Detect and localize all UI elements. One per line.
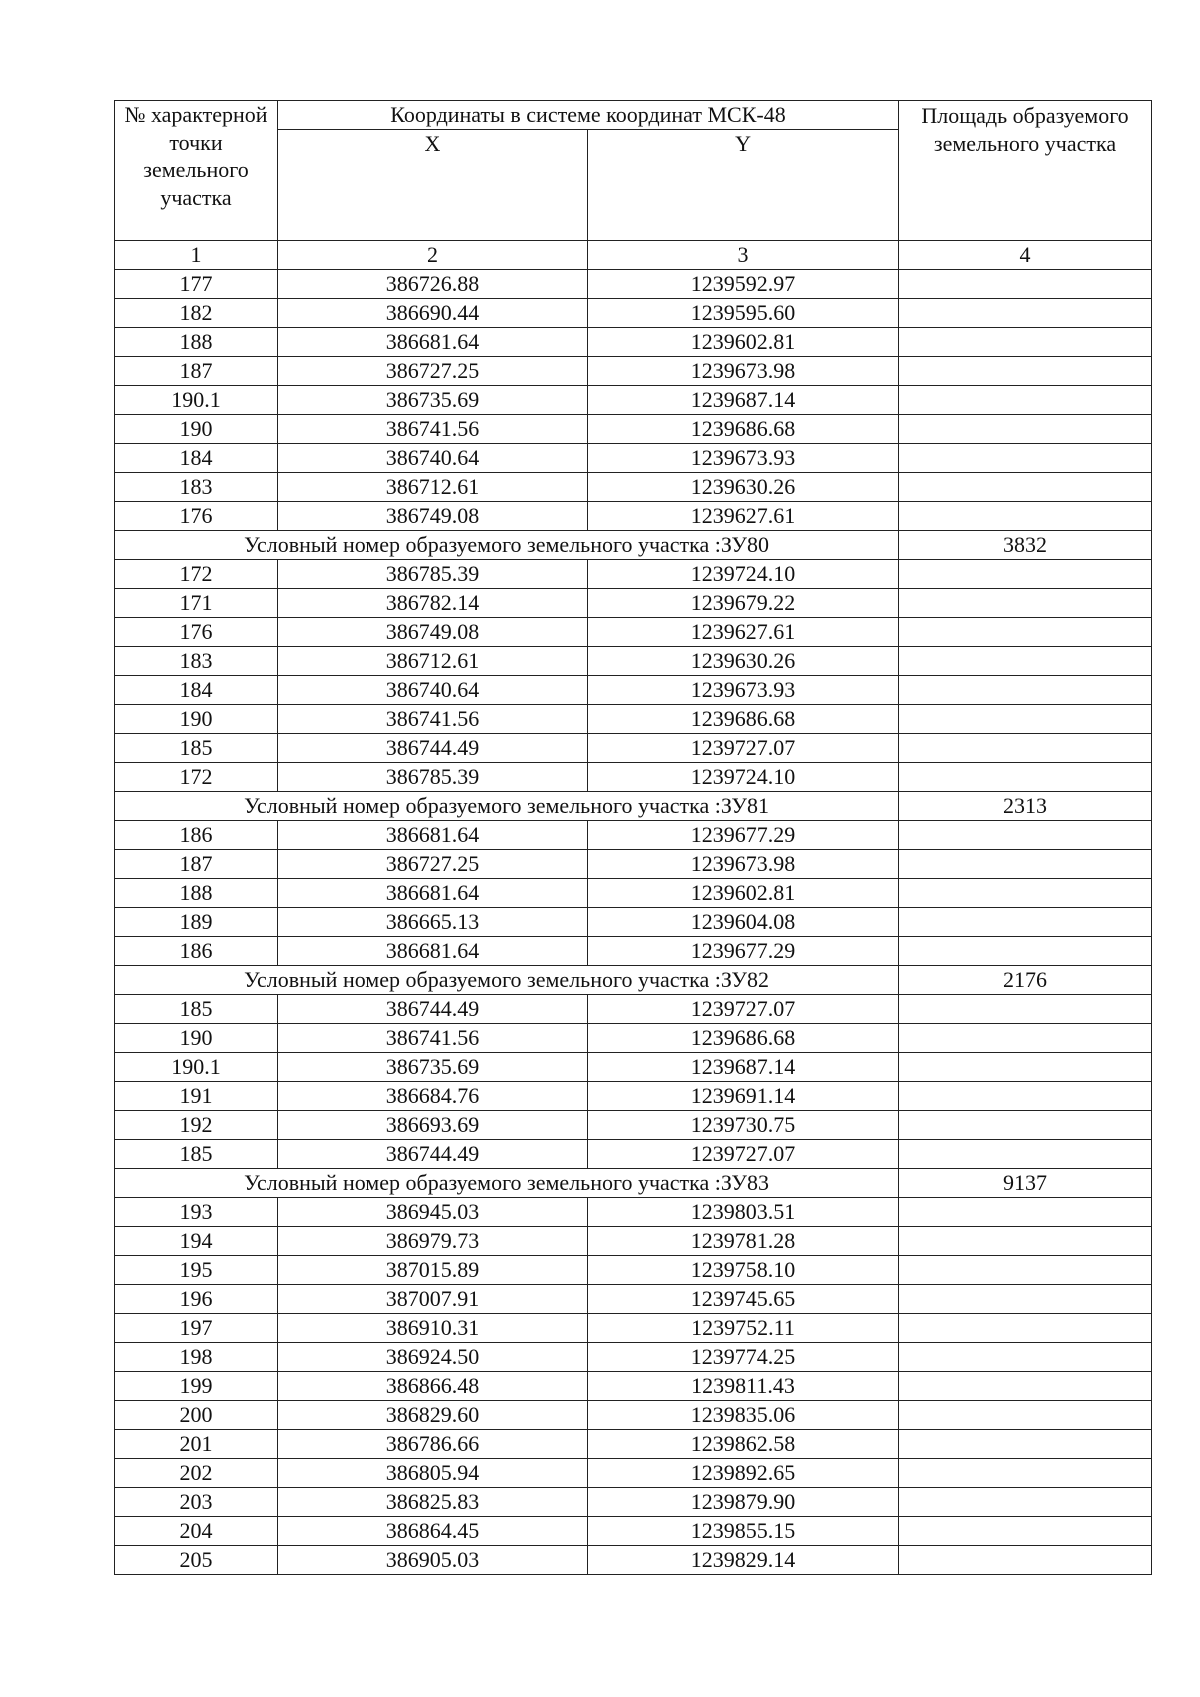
area-cell [899,937,1152,966]
x-coordinate: 386712.61 [278,473,588,502]
point-row [115,270,1152,299]
point-number: 195 [115,1256,278,1285]
area-cell [899,1024,1152,1053]
point-row [115,1082,1152,1111]
parcel-area: 9137 [899,1169,1152,1198]
area-cell [899,357,1152,386]
point-number: 183 [115,647,278,676]
point-number: 184 [115,676,278,705]
point-row [115,1430,1152,1459]
y-coordinate: 1239724.10 [588,763,899,792]
y-coordinate: 1239686.68 [588,1024,899,1053]
x-coordinate: 386786.66 [278,1430,588,1459]
parcel-row [115,531,1152,560]
point-number: 201 [115,1430,278,1459]
y-coordinate: 1239686.68 [588,415,899,444]
x-coordinate: 386979.73 [278,1227,588,1256]
column-number: 2 [278,241,588,270]
point-number: 197 [115,1314,278,1343]
y-coordinate: 1239892.65 [588,1459,899,1488]
y-coordinate: 1239727.07 [588,1140,899,1169]
point-number: 176 [115,502,278,531]
area-cell [899,1314,1152,1343]
point-number-header: № характерной точки земельного участка [115,101,278,241]
point-number: 188 [115,328,278,357]
x-coordinate: 386945.03 [278,1198,588,1227]
x-coordinate: 386681.64 [278,937,588,966]
point-row [115,1227,1152,1256]
x-coordinate: 386741.56 [278,1024,588,1053]
point-number: 190 [115,705,278,734]
point-number: 190.1 [115,386,278,415]
area-cell [899,1285,1152,1314]
y-coordinate: 1239627.61 [588,502,899,531]
y-coordinate: 1239862.58 [588,1430,899,1459]
area-cell [899,1227,1152,1256]
x-coordinate: 386785.39 [278,763,588,792]
point-row [115,386,1152,415]
y-coordinate: 1239829.14 [588,1546,899,1575]
parcel-area: 2313 [899,792,1152,821]
point-row [115,328,1152,357]
y-coordinate: 1239679.22 [588,589,899,618]
area-cell [899,850,1152,879]
point-number: 194 [115,1227,278,1256]
point-row [115,1401,1152,1430]
point-number: 184 [115,444,278,473]
point-number: 185 [115,734,278,763]
point-row [115,1343,1152,1372]
point-row [115,879,1152,908]
point-number: 188 [115,879,278,908]
y-coordinate: 1239592.97 [588,270,899,299]
point-number: 187 [115,357,278,386]
x-coordinate: 386829.60 [278,1401,588,1430]
area-cell [899,705,1152,734]
y-coordinate: 1239677.29 [588,821,899,850]
y-coordinate: 1239686.68 [588,705,899,734]
area-cell [899,473,1152,502]
point-number: 172 [115,560,278,589]
y-coordinate: 1239602.81 [588,328,899,357]
point-number: 203 [115,1488,278,1517]
area-header: Площадь образуемого земельного участка [899,101,1152,241]
point-row [115,734,1152,763]
y-coordinate: 1239673.93 [588,676,899,705]
x-coordinate: 386749.08 [278,502,588,531]
point-number: 204 [115,1517,278,1546]
table-body [115,270,1152,1575]
y-coordinate: 1239687.14 [588,386,899,415]
column-number: 1 [115,241,278,270]
area-cell [899,763,1152,792]
y-coordinate: 1239727.07 [588,734,899,763]
area-cell [899,1256,1152,1285]
x-coordinate: 386727.25 [278,850,588,879]
y-coordinate: 1239673.98 [588,357,899,386]
x-coordinate: 386681.64 [278,821,588,850]
y-coordinate: 1239727.07 [588,995,899,1024]
point-row [115,357,1152,386]
point-number: 200 [115,1401,278,1430]
x-coordinate: 386665.13 [278,908,588,937]
point-number: 171 [115,589,278,618]
y-coordinate: 1239855.15 [588,1517,899,1546]
point-number: 202 [115,1459,278,1488]
y-coordinate: 1239673.98 [588,850,899,879]
x-coordinate: 386727.25 [278,357,588,386]
y-coordinate: 1239604.08 [588,908,899,937]
point-number: 177 [115,270,278,299]
x-coordinate: 386684.76 [278,1082,588,1111]
point-number: 187 [115,850,278,879]
point-number: 186 [115,937,278,966]
point-row [115,1111,1152,1140]
parcel-area: 3832 [899,531,1152,560]
area-cell [899,879,1152,908]
area-cell [899,1372,1152,1401]
area-cell [899,1111,1152,1140]
y-coordinate: 1239879.90 [588,1488,899,1517]
area-cell [899,1401,1152,1430]
x-coordinate: 386905.03 [278,1546,588,1575]
y-coordinate: 1239752.11 [588,1314,899,1343]
point-row [115,299,1152,328]
area-cell [899,676,1152,705]
y-coordinate: 1239630.26 [588,473,899,502]
point-number: 192 [115,1111,278,1140]
area-cell [899,908,1152,937]
x-coordinate: 386735.69 [278,1053,588,1082]
point-number: 205 [115,1546,278,1575]
parcel-label: Условный номер образуемого земельного участка :ЗУ81 [115,792,899,821]
y-coordinate: 1239811.43 [588,1372,899,1401]
point-number: 190.1 [115,1053,278,1082]
area-cell [899,1082,1152,1111]
y-coordinate: 1239724.10 [588,560,899,589]
x-coordinate: 386741.56 [278,705,588,734]
x-coordinate: 386866.48 [278,1372,588,1401]
point-number: 193 [115,1198,278,1227]
area-cell [899,1517,1152,1546]
x-coordinate: 386744.49 [278,995,588,1024]
area-cell [899,444,1152,473]
point-row [115,1372,1152,1401]
area-cell [899,328,1152,357]
point-row [115,444,1152,473]
x-coordinate: 386681.64 [278,879,588,908]
x-coordinate: 386785.39 [278,560,588,589]
area-cell [899,560,1152,589]
column-number-row [115,241,1152,270]
y-coordinate: 1239745.65 [588,1285,899,1314]
y-coordinate: 1239627.61 [588,618,899,647]
area-cell [899,589,1152,618]
parcel-row [115,1169,1152,1198]
point-row [115,1053,1152,1082]
area-cell [899,415,1152,444]
point-number: 196 [115,1285,278,1314]
point-number: 176 [115,618,278,647]
point-row [115,705,1152,734]
point-number: 182 [115,299,278,328]
point-number: 172 [115,763,278,792]
point-row [115,1024,1152,1053]
area-cell [899,995,1152,1024]
area-cell [899,618,1152,647]
y-coordinate: 1239602.81 [588,879,899,908]
point-row [115,502,1152,531]
y-coordinate: 1239758.10 [588,1256,899,1285]
point-row [115,647,1152,676]
x-coordinate: 386681.64 [278,328,588,357]
area-cell [899,1053,1152,1082]
parcel-label: Условный номер образуемого земельного участка :ЗУ82 [115,966,899,995]
table-header [115,101,1152,270]
x-coordinate: 386744.49 [278,1140,588,1169]
point-row [115,589,1152,618]
point-row [115,937,1152,966]
x-coordinate: 386726.88 [278,270,588,299]
area-cell [899,1343,1152,1372]
x-coordinate: 386690.44 [278,299,588,328]
area-cell [899,270,1152,299]
y-coordinate: 1239595.60 [588,299,899,328]
point-row [115,618,1152,647]
point-number: 185 [115,995,278,1024]
y-coordinate: 1239835.06 [588,1401,899,1430]
x-coordinate: 386924.50 [278,1343,588,1372]
point-row [115,676,1152,705]
x-coordinate: 386749.08 [278,618,588,647]
x-coordinate: 386805.94 [278,1459,588,1488]
point-row [115,1256,1152,1285]
point-row [115,473,1152,502]
y-coordinate: 1239730.75 [588,1111,899,1140]
point-number: 190 [115,1024,278,1053]
parcel-area: 2176 [899,966,1152,995]
y-coordinate: 1239803.51 [588,1198,899,1227]
point-number: 186 [115,821,278,850]
x-coordinate: 386782.14 [278,589,588,618]
point-row [115,1198,1152,1227]
point-number: 198 [115,1343,278,1372]
point-row [115,995,1152,1024]
x-coordinate: 386735.69 [278,386,588,415]
point-number: 185 [115,1140,278,1169]
x-coordinate: 386712.61 [278,647,588,676]
y-coordinate: 1239677.29 [588,937,899,966]
y-coordinate: 1239630.26 [588,647,899,676]
point-row [115,1459,1152,1488]
point-row [115,1140,1152,1169]
y-coordinate: 1239691.14 [588,1082,899,1111]
point-row [115,1285,1152,1314]
area-cell [899,502,1152,531]
area-cell [899,1546,1152,1575]
point-number: 190 [115,415,278,444]
x-coordinate: 387015.89 [278,1256,588,1285]
area-cell [899,1488,1152,1517]
area-cell [899,821,1152,850]
point-row [115,821,1152,850]
x-coordinate: 386693.69 [278,1111,588,1140]
y-coordinate: 1239687.14 [588,1053,899,1082]
x-coordinate: 386740.64 [278,444,588,473]
parcel-label: Условный номер образуемого земельного участка :ЗУ83 [115,1169,899,1198]
point-number: 199 [115,1372,278,1401]
x-coordinate: 387007.91 [278,1285,588,1314]
column-number: 4 [899,241,1152,270]
y-coordinate: 1239774.25 [588,1343,899,1372]
point-number: 189 [115,908,278,937]
x-coordinate: 386825.83 [278,1488,588,1517]
point-row [115,1546,1152,1575]
header-row [115,101,1152,130]
y-coordinate: 1239673.93 [588,444,899,473]
area-cell [899,1140,1152,1169]
x-coordinate: 386741.56 [278,415,588,444]
area-cell [899,1459,1152,1488]
point-row [115,560,1152,589]
area-cell [899,1198,1152,1227]
point-number: 191 [115,1082,278,1111]
x-coordinate: 386740.64 [278,676,588,705]
x-coordinate: 386910.31 [278,1314,588,1343]
point-row [115,763,1152,792]
column-number: 3 [588,241,899,270]
area-cell [899,1430,1152,1459]
x-coordinate: 386864.45 [278,1517,588,1546]
area-cell [899,647,1152,676]
coordinates-table [114,100,1152,1575]
y-header: Y [588,130,899,241]
area-cell [899,734,1152,763]
x-coordinate: 386744.49 [278,734,588,763]
area-cell [899,386,1152,415]
parcel-row [115,966,1152,995]
point-row [115,850,1152,879]
point-row [115,1488,1152,1517]
point-row [115,1314,1152,1343]
parcel-row [115,792,1152,821]
point-row [115,908,1152,937]
point-row [115,1517,1152,1546]
x-header: X [278,130,588,241]
coordinate-system-header: Координаты в системе координат МСК-48 [278,101,899,130]
point-number: 183 [115,473,278,502]
area-cell [899,299,1152,328]
parcel-label: Условный номер образуемого земельного участка :ЗУ80 [115,531,899,560]
y-coordinate: 1239781.28 [588,1227,899,1256]
point-row [115,415,1152,444]
